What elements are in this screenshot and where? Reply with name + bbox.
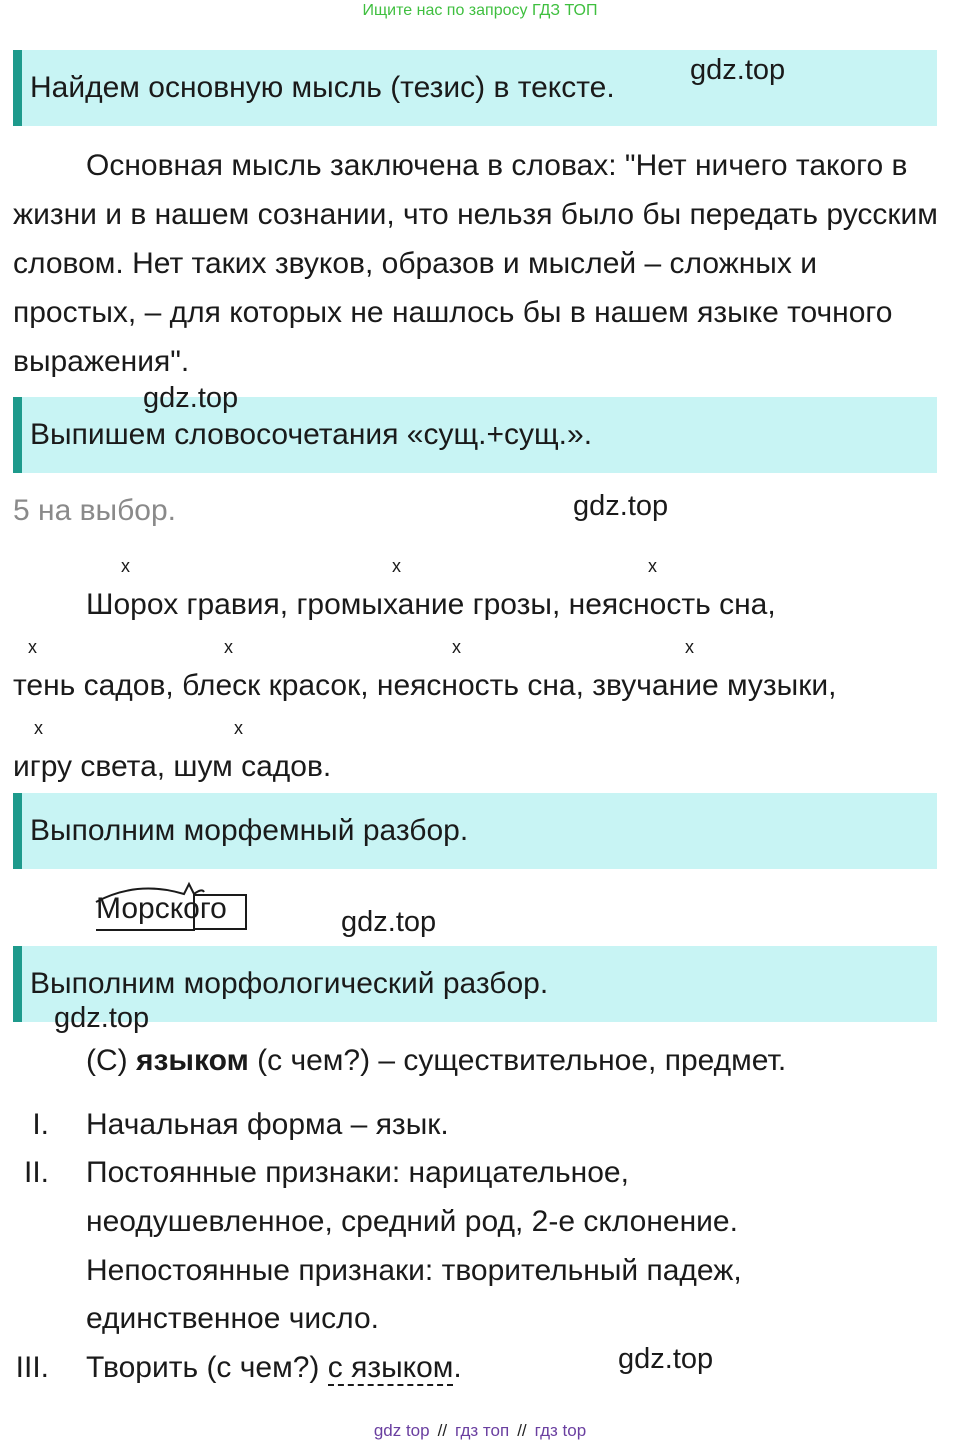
stress-mark: x <box>224 637 233 657</box>
item-text: Непостоянные признаки: творительный падеж, <box>86 1254 742 1287</box>
item-text: неодушевленное, средний род, 2-е склонение. <box>86 1205 738 1238</box>
intro-rest: (с чем?) – существительное, предмет. <box>257 1044 787 1077</box>
note-choice: 5 на выбор. <box>13 494 176 527</box>
intro-word: языком <box>136 1044 249 1077</box>
section-banner-morphology <box>13 946 937 1022</box>
word-ending: ого <box>183 892 227 925</box>
stress-mark: x <box>121 556 130 576</box>
phrases-line-2: тень садов, блеск красок, неясность сна, звучание музыки, <box>13 669 837 702</box>
item-number: III. <box>15 1351 49 1384</box>
stress-mark: x <box>392 556 401 576</box>
section-title: Выполним морфемный разбор. <box>30 814 469 847</box>
intro-prefix: (С) <box>86 1044 128 1077</box>
section-title: Выпишем словосочетания «сущ.+сущ.». <box>30 418 593 451</box>
footer-link[interactable]: гдз топ <box>455 1421 510 1440</box>
footer-link[interactable]: gdz top <box>373 1421 430 1440</box>
watermark: gdz.top <box>341 906 437 938</box>
morpheme-word <box>96 892 227 926</box>
word-root: Морск <box>96 892 184 925</box>
item-text <box>86 1351 462 1385</box>
section-title: Выполним морфологический разбор. <box>30 967 549 1000</box>
stress-mark: x <box>34 718 43 738</box>
stress-mark: x <box>685 637 694 657</box>
phrases-line-3: игру света, шум садов. <box>13 750 332 783</box>
watermark: gdz.top <box>618 1343 714 1375</box>
thesis-paragraph: Основная мысль заключена в словах: "Нет ничего такого в жизни и в нашем сознании, что нельзя было бы передать русским словом. Нет таких звуков, образов и мыслей – сложных и простых, – для которых не нашлось бы в нашем языке точного выражения". <box>13 149 938 378</box>
header-note: Ищите нас по запросу ГДЗ ТОП <box>362 2 598 19</box>
item-text: Постоянные признаки: нарицательное, <box>86 1156 629 1189</box>
morphology-intro <box>86 1044 786 1078</box>
footer-links <box>0 1421 960 1441</box>
watermark: gdz.top <box>690 54 786 86</box>
item-text: Начальная форма – язык. <box>86 1108 449 1141</box>
item-number: II. <box>23 1156 49 1189</box>
footer-link[interactable]: гдз top <box>534 1421 587 1440</box>
item-number: I. <box>32 1108 49 1141</box>
phrases-line-1: Шорох гравия, громыхание грозы, неясность сна, <box>86 588 776 621</box>
item-text-suffix: . <box>453 1351 462 1384</box>
item-text-prefix: Творить (с чем?) <box>86 1351 320 1384</box>
section-banner-thesis <box>13 50 937 126</box>
stress-mark: x <box>234 718 243 738</box>
footer-separator: // <box>437 1421 448 1440</box>
section-banner-morpheme <box>13 793 937 869</box>
item-text: единственное число. <box>86 1302 379 1335</box>
watermark: gdz.top <box>573 490 669 522</box>
footer-separator: // <box>517 1421 527 1440</box>
item-text-underlined: с языком <box>327 1351 454 1384</box>
watermark: gdz.top <box>54 1002 150 1034</box>
stress-mark: x <box>28 637 37 657</box>
stress-mark: x <box>648 556 657 576</box>
section-title: Найдем основную мысль (тезис) в тексте. <box>30 71 615 104</box>
watermark: gdz.top <box>143 382 239 414</box>
stress-mark: x <box>452 637 461 657</box>
